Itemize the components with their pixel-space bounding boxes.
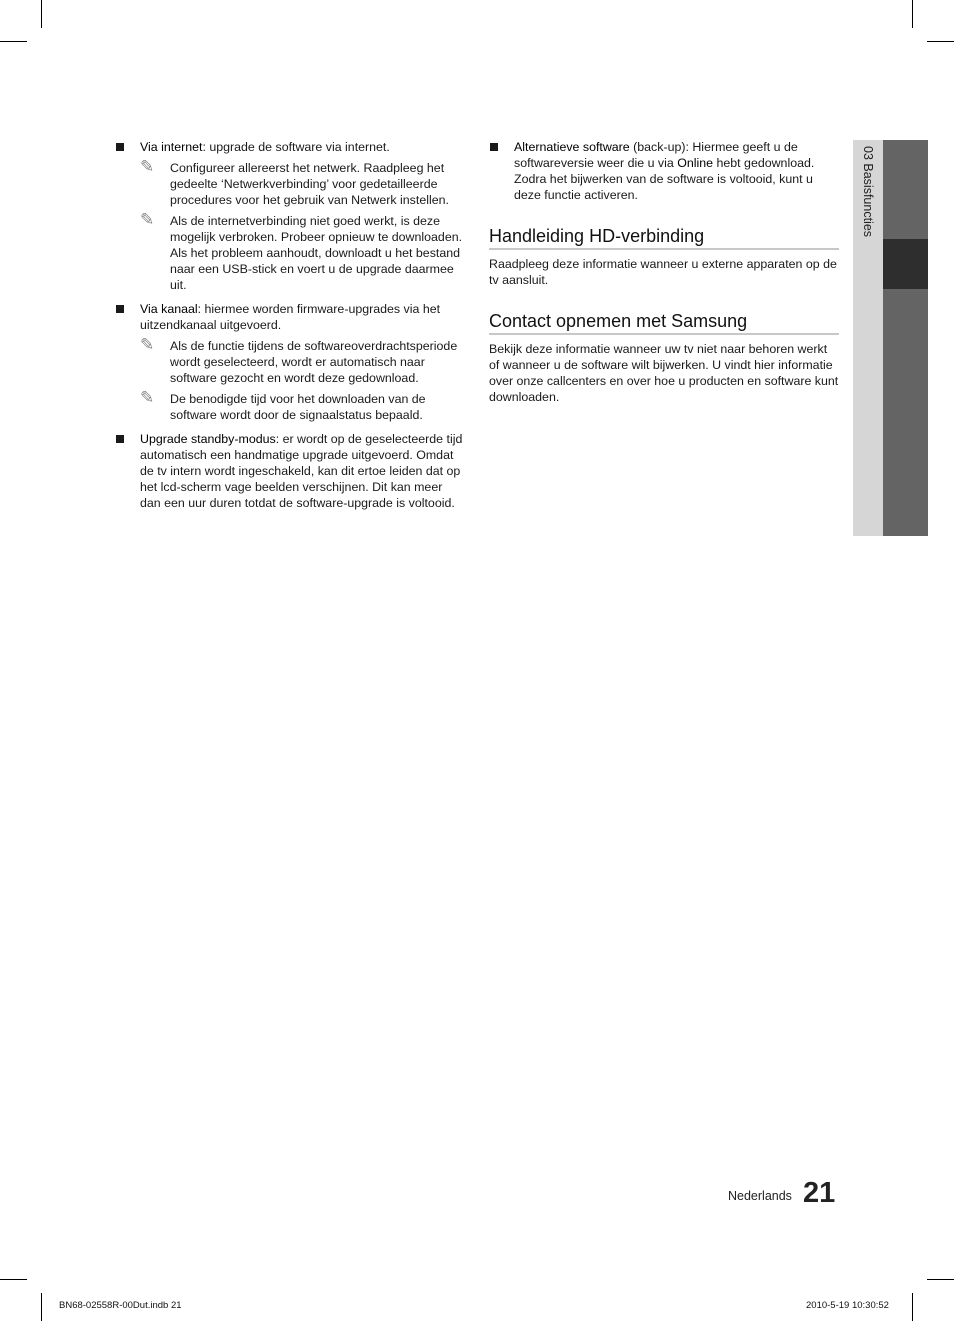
note xyxy=(140,388,465,423)
crop-mark xyxy=(927,1279,954,1280)
bullet-alternatieve-software xyxy=(489,139,839,203)
crop-mark xyxy=(927,41,954,42)
footer-language: Nederlands xyxy=(728,1189,792,1203)
pencil-icon: ✎ xyxy=(140,335,155,355)
square-bullet-icon xyxy=(490,143,498,151)
square-bullet-icon xyxy=(116,143,124,151)
crop-mark xyxy=(41,1293,42,1321)
bullet-term-online: Online xyxy=(677,156,714,170)
bullet-text: hebt gedownload. Zodra het bijwerken van de software is voltooid, kunt u deze functie activeren. xyxy=(514,156,815,202)
crop-mark xyxy=(912,0,913,28)
left-column xyxy=(115,139,465,519)
crop-mark xyxy=(0,1279,27,1280)
heading-hd-verbinding: Handleiding HD-verbinding xyxy=(489,225,839,250)
print-slug-file: BN68-02558R-00Dut.indb 21 xyxy=(59,1300,182,1311)
page-number: 21 xyxy=(803,1177,836,1209)
note-text: Configureer allereerst het netwerk. Raadpleeg het gedeelte ‘Netwerkverbinding’ voor gedetailleerde procedures voor het gebruik van Netwerk instellen. xyxy=(170,161,449,207)
bullet-term: Via kanaal xyxy=(140,302,198,316)
bullet-term: Upgrade standby-modus xyxy=(140,432,276,446)
right-column xyxy=(489,139,839,405)
chapter-tab-marker xyxy=(883,239,928,289)
note-text: Als de internetverbinding niet goed werkt, is deze mogelijk verbroken. Probeer opnieuw te downloaden. Als het probleem aanhoudt, downloadt u het bestand naar een USB-stick en voert u de upgrade daarmee uit. xyxy=(170,214,463,292)
bullet-term: Alternatieve software xyxy=(514,140,630,154)
bullet-term: Via internet xyxy=(140,140,203,154)
paragraph-contact-samsung: Bekijk deze informatie wanneer uw tv niet naar behoren werkt of wanneer u de software wilt bijwerken. U vindt hier informatie over onze callcenters en over hoe u producten en software kunt downloaden. xyxy=(489,342,839,404)
bullet-text: : hiermee worden firmware-upgrades via het uitzendkanaal uitgevoerd. xyxy=(140,302,441,332)
chapter-tab-strip xyxy=(883,140,928,536)
bullet-via-kanaal xyxy=(115,301,465,423)
bullet-text: : upgrade de software via internet. xyxy=(202,140,390,154)
chapter-label: 03 Basisfuncties xyxy=(861,146,875,238)
crop-mark xyxy=(912,1293,913,1321)
pencil-icon: ✎ xyxy=(140,157,155,177)
print-slug-date: 2010-5-19 10:30:52 xyxy=(806,1300,889,1311)
crop-mark xyxy=(41,0,42,28)
pencil-icon: ✎ xyxy=(140,388,155,408)
note-text: De benodigde tijd voor het downloaden van de software wordt door de signaalstatus bepaald. xyxy=(170,392,426,422)
note xyxy=(140,210,465,293)
heading-contact-samsung: Contact opnemen met Samsung xyxy=(489,310,839,335)
square-bullet-icon xyxy=(116,435,124,443)
note xyxy=(140,157,465,208)
square-bullet-icon xyxy=(116,305,124,313)
paragraph-hd-verbinding: Raadpleeg deze informatie wanneer u externe apparaten op de tv aansluit. xyxy=(489,257,837,287)
pencil-icon: ✎ xyxy=(140,210,155,230)
bullet-upgrade-standby xyxy=(115,431,465,511)
crop-mark xyxy=(0,41,27,42)
note-text: Als de functie tijdens de softwareoverdrachtsperiode wordt geselecteerd, wordt er automatisch naar software gezocht en wordt deze gedownload. xyxy=(170,339,458,385)
note xyxy=(140,335,465,386)
bullet-text: : er wordt op de geselecteerde tijd automatisch een handmatige upgrade uitgevoerd. Omdat de tv intern wordt ingeschakeld, kan dit ertoe leiden dat op het lcd-scherm vage beelden verschijnen. Dit kan meer dan een uur duren totdat de software-upgrade is voltooid. xyxy=(140,432,463,510)
bullet-via-internet xyxy=(115,139,465,293)
bullet-text: (back-up): Hiermee geeft u de softwareversie weer die u via xyxy=(514,140,798,170)
